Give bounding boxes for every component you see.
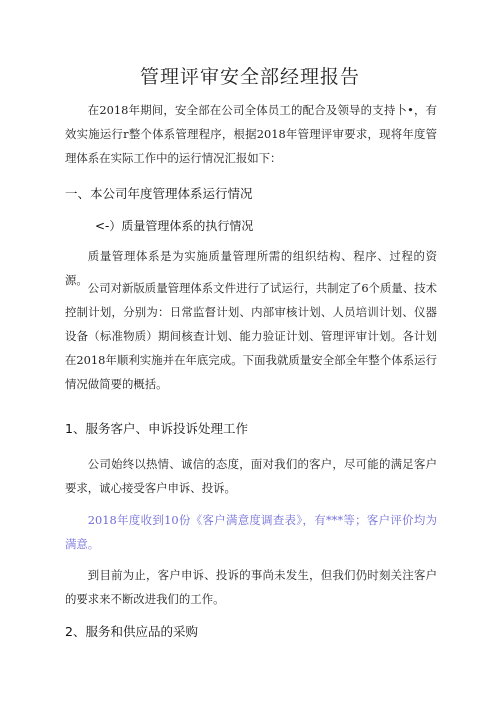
intro-paragraph: 在2018年期间，安全部在公司全体员工的配合及领导的支持卜•，有效实施运行r整个体系管理程序，根据2018年管理评审要求，现将年度管理体系在实际工作中的运行情况汇报如下： bbox=[65, 103, 437, 165]
qms-plans-paragraph: 公司对新版质量管理体系文件进行了试运行，共制定了6个质量、技术控制计划，分别为：日常监督计划、内部审核计划、人员培训计划、仪器设备（标准物质）期间核查计划、能力验证计划、管理评审计划。各计划在2018年顺利实施并在年底完成。下面我就质量安全部全年整个体系运行情况做简要的概括。 bbox=[65, 281, 437, 391]
qms-definition-paragraph: 质量管理体系是为实施质量管理所需的组织结构、程序、过程的资源。 bbox=[65, 249, 437, 287]
item-2-heading: 2、服务和供应品的采购 bbox=[65, 624, 198, 639]
item-1-heading: 1、服务客户、申诉投诉处理工作 bbox=[65, 421, 248, 436]
section-1-heading: 一、本公司年度管理体系运行情况 bbox=[65, 186, 253, 201]
customer-service-paragraph: 公司始终以热情、诚信的态度，面对我们的客户，尽可能的满足客户要求，诚心接受客户申诉、投诉。 bbox=[65, 457, 437, 495]
complaints-paragraph: 到目前为止，客户申诉、投诉的事尚未发生，但我们仍时刻关注客户的要求来不断改进我们的工作。 bbox=[65, 568, 437, 606]
subsection-1-heading: <-）质量管理体系的执行情况 bbox=[95, 219, 254, 233]
satisfaction-survey-paragraph: 2018年度收到10份《客户满意度调查表》，有***等；客户评价均为满意。 bbox=[65, 513, 437, 551]
document-title: 管理评审安全部经理报告 bbox=[139, 66, 360, 88]
